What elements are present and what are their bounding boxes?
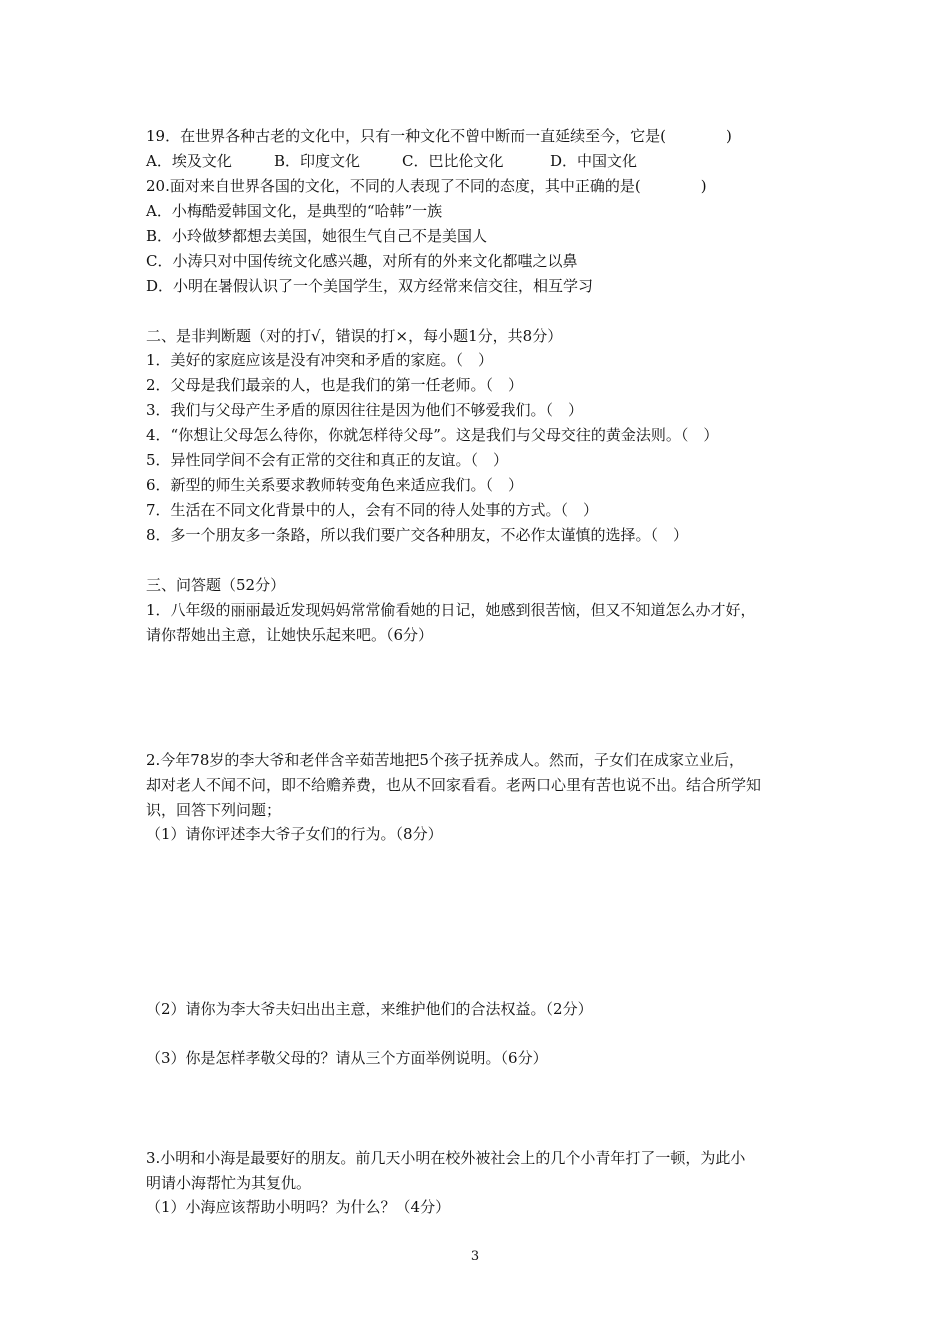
question-19-options	[146, 149, 816, 173]
essay-q3-line-1: 3.小明和小海是最要好的朋友。前几天小明在校外被社会上的几个小青年打了一顿，为此小	[146, 1149, 746, 1167]
essay-q3-sub-1: （1）小海应该帮助小明吗？为什么？（4分）	[146, 1198, 451, 1216]
judgement-item-8: 8．多一个朋友多一条路，所以我们要广交各种朋友，不必作太谨慎的选择。（ ）	[146, 526, 689, 544]
essay-q1-line-2: 请你帮她出主意，让她快乐起来吧。（6分）	[146, 626, 434, 644]
essay-q3-line-2: 明请小海帮忙为其复仇。	[146, 1174, 312, 1192]
judgement-item-5: 5．异性同学间不会有正常的交往和真正的友谊。（ ）	[146, 451, 509, 469]
option-d: D．中国文化	[550, 152, 638, 170]
section-3-heading: 三、问答题（52分）	[146, 576, 286, 594]
essay-q2-line-3: 识，回答下列问题；	[146, 801, 282, 819]
option-c: C．巴比伦文化	[402, 152, 504, 170]
essay-q2-line-1: 2.今年78岁的李大爷和老伴含辛茹苦地把5个孩子抚养成人。然而，子女们在成家立业后，	[146, 751, 744, 769]
judgement-item-7: 7．生活在不同文化背景中的人，会有不同的待人处事的方式。（ ）	[146, 501, 599, 519]
section-2-heading: 二、是非判断题（对的打√，错误的打×，每小题1分，共8分）	[146, 327, 563, 345]
option-b: B．印度文化	[274, 152, 361, 170]
question-20-option-d: D．小明在暑假认识了一个美国学生，双方经常来信交往，相互学习	[146, 277, 594, 295]
question-19-stem: 19．在世界各种古老的文化中，只有一种文化不曾中断而一直延续至今，它是( )	[146, 127, 732, 145]
essay-q2-sub-1: （1）请你评述李大爷子女们的行为。（8分）	[146, 825, 443, 843]
question-20-option-c: C．小涛只对中国传统文化感兴趣，对所有的外来文化都嗤之以鼻	[146, 252, 578, 270]
judgement-item-3: 3．我们与父母产生矛盾的原因往往是因为他们不够爱我们。（ ）	[146, 401, 584, 419]
essay-q2-line-2: 却对老人不闻不问，即不给赡养费，也从不回家看看。老两口心里有苦也说不出。结合所学知	[146, 776, 762, 794]
question-20-option-a: A．小梅酷爱韩国文化，是典型的“哈韩”一族	[146, 202, 443, 220]
judgement-item-6: 6．新型的师生关系要求教师转变角色来适应我们。（ ）	[146, 476, 524, 494]
page-number: 3	[470, 1249, 480, 1264]
option-a: A．埃及文化	[146, 152, 232, 170]
judgement-item-1: 1．美好的家庭应该是没有冲突和矛盾的家庭。（ ）	[146, 351, 494, 369]
essay-q2-sub-2: （2）请你为李大爷夫妇出出主意，来维护他们的合法权益。（2分）	[146, 1000, 593, 1018]
judgement-item-4: 4．“你想让父母怎么待你，你就怎样待父母”。这是我们与父母交往的黄金法则。（ ）	[146, 426, 719, 444]
essay-q1-line-1: 1．八年级的丽丽最近发现妈妈常常偷看她的日记，她感到很苦恼，但又不知道怎么办才好，	[146, 601, 756, 619]
judgement-item-2: 2．父母是我们最亲的人，也是我们的第一任老师。（ ）	[146, 376, 524, 394]
question-20-option-b: B．小玲做梦都想去美国，她很生气自己不是美国人	[146, 227, 488, 245]
essay-q2-sub-3: （3）你是怎样孝敬父母的？请从三个方面举例说明。（6分）	[146, 1049, 548, 1067]
question-20-stem: 20.面对来自世界各国的文化，不同的人表现了不同的态度，其中正确的是( )	[146, 177, 707, 195]
